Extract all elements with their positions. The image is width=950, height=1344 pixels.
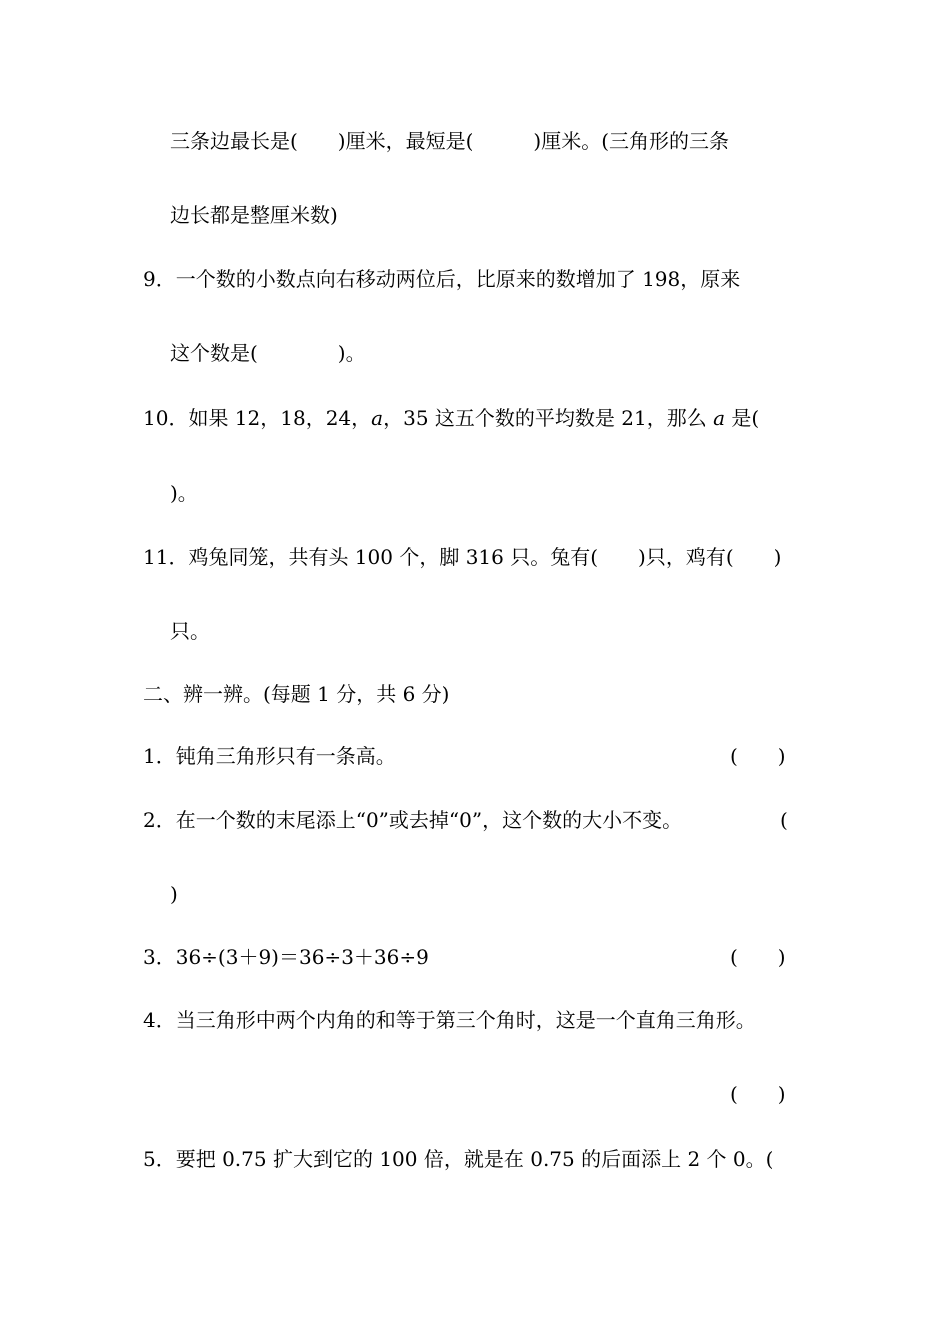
judge-q3: 3．36÷(3＋9)＝36÷3＋36÷9 (143, 945, 429, 969)
judge-q4-answer-blank[interactable]: ( ) (730, 1082, 786, 1106)
q10-var-a-2: a (713, 406, 726, 430)
judge-q2: 2．在一个数的末尾添上“0”或去掉“0”，这个数的大小不变。 (143, 808, 683, 832)
q10-text-post: 是( (725, 406, 760, 430)
q11-line-2: 只。 (170, 619, 210, 643)
q9-line-1: 9．一个数的小数点向右移动两位后，比原来的数增加了 198，原来 (143, 267, 741, 291)
section-2-heading: 二、辨一辨。(每题 1 分，共 6 分) (143, 682, 450, 706)
q8-line-2: 边长都是整厘米数) (170, 203, 338, 227)
judge-q2-answer-close: ) (170, 882, 178, 906)
q10-var-a: a (371, 406, 384, 430)
q11-line-1: 11．鸡兔同笼，共有头 100 个，脚 316 只。兔有( )只，鸡有( ) (143, 545, 782, 569)
q9-line-2: 这个数是( )。 (170, 341, 366, 365)
q10-line-1 (143, 404, 759, 432)
q10-text-mid: ，35 这五个数的平均数是 21，那么 (383, 406, 714, 430)
judge-q2-answer-open[interactable]: ( (780, 808, 788, 832)
q10-text-pre: 10．如果 12，18，24， (143, 406, 372, 430)
judge-q1-answer-blank[interactable]: ( ) (730, 744, 786, 768)
judge-q3-answer-blank[interactable]: ( ) (730, 945, 786, 969)
q10-line-2: )。 (170, 481, 198, 505)
judge-q1: 1．钝角三角形只有一条高。 (143, 744, 396, 768)
q8-line-1: 三条边最长是( )厘米，最短是( )厘米。(三角形的三条 (170, 129, 730, 153)
judge-q5: 5．要把 0.75 扩大到它的 100 倍，就是在 0.75 的后面添上 2 个 0。( (143, 1147, 774, 1171)
judge-q4: 4．当三角形中两个内角的和等于第三个角时，这是一个直角三角形。 (143, 1008, 756, 1032)
